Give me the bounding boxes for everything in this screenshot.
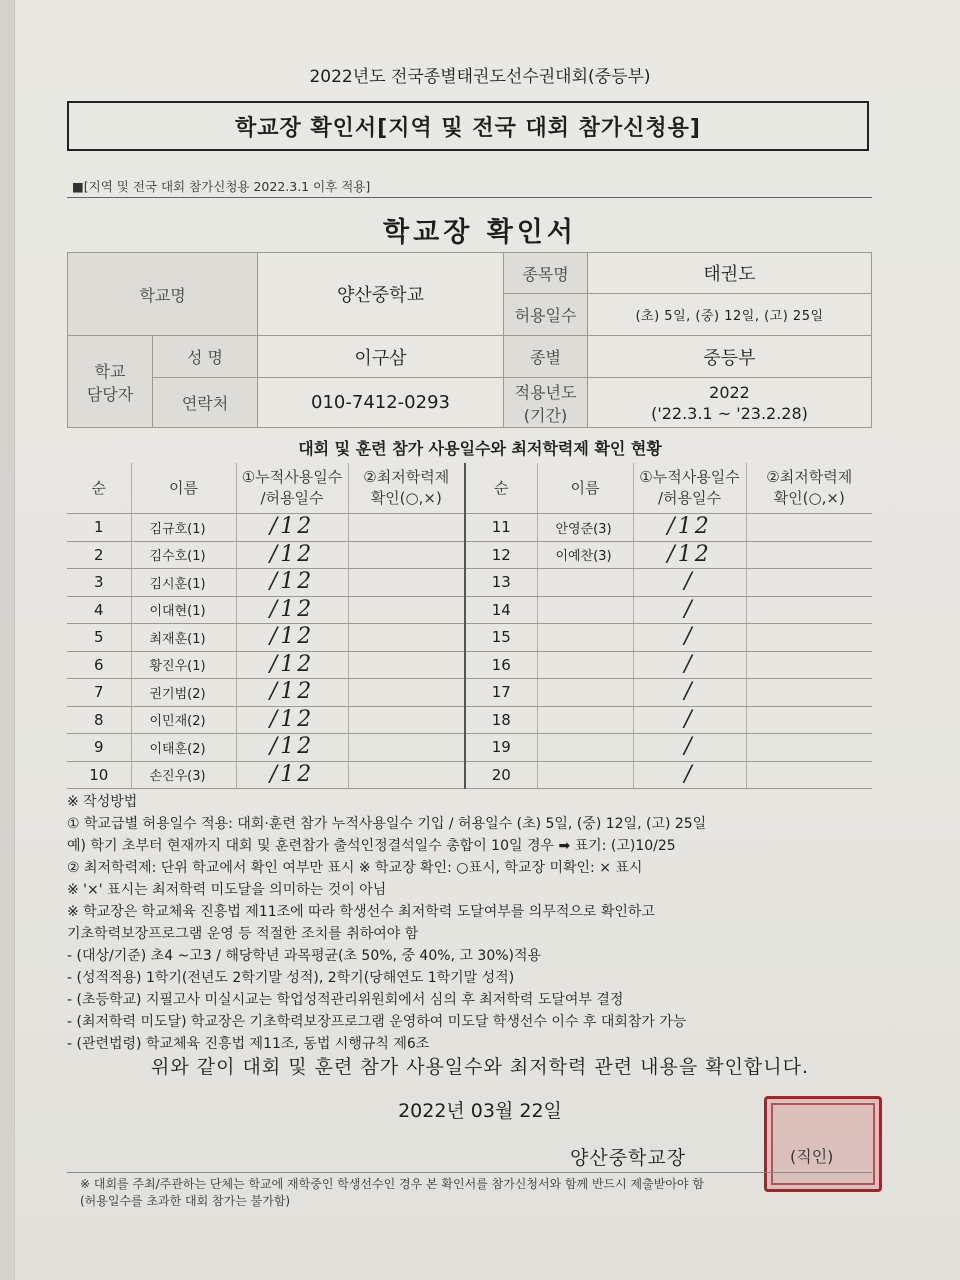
- header-days-line1: ①누적사용일수: [241, 468, 343, 486]
- table-row: [67, 569, 872, 597]
- header-no-right: 순: [465, 463, 537, 514]
- row-days: /: [633, 761, 746, 789]
- instruction-line: ※ 작성방법: [67, 794, 138, 810]
- row-name: [537, 706, 633, 734]
- days-value: (초) 5일, (중) 12일, (고) 25일: [588, 294, 872, 336]
- row-days: /: [633, 706, 746, 734]
- row-name: 안영준(3): [537, 514, 633, 542]
- header-check-line2: 확인(○,×): [773, 489, 845, 507]
- instruction-line: - (대상/기준) 초4 ~고3 / 해당학년 과목평균(초 50%, 중 40%, 고 30%)적용: [67, 948, 542, 964]
- instruction-line: ② 최저학력제: 단위 학교에서 확인 여부만 표시 ※ 학교장 확인: ○표시, 학교장 미확인: × 표시: [67, 860, 643, 876]
- header-name-left: 이름: [131, 463, 236, 514]
- table-row: [67, 761, 872, 789]
- document-header: 2022년도 전국종별태권도선수권대회(중등부): [309, 67, 651, 87]
- row-no: 11: [465, 514, 537, 542]
- row-check: [348, 679, 465, 707]
- row-days: /12: [236, 734, 348, 762]
- row-no: 10: [67, 761, 131, 789]
- info-table: [67, 252, 872, 428]
- table-header-row: [67, 463, 872, 514]
- row-no: 17: [465, 679, 537, 707]
- row-check: [746, 761, 872, 789]
- row-days: /: [633, 651, 746, 679]
- row-check: [746, 624, 872, 652]
- row-no: 20: [465, 761, 537, 789]
- row-no: 1: [67, 514, 131, 542]
- row-check: [348, 596, 465, 624]
- row-name: 손진우(3): [131, 761, 236, 789]
- main-title: 학교장 확인서: [383, 217, 577, 248]
- header-check-line2: 확인(○,×): [370, 489, 442, 507]
- header-days-right: [633, 463, 746, 514]
- row-no: 6: [67, 651, 131, 679]
- row-check: [746, 734, 872, 762]
- row-name: 김시훈(1): [131, 569, 236, 597]
- application-note: ■[지역 및 전국 대회 참가신청용 2022.3.1 이후 적용]: [72, 179, 371, 194]
- principal-name: 양산중학교장: [570, 1147, 687, 1169]
- contact-value: 010-7412-0293: [258, 378, 504, 428]
- manager-label-line1: 학교: [94, 361, 126, 381]
- row-no: 15: [465, 624, 537, 652]
- footnote: [80, 1176, 880, 1210]
- name-label: 성 명: [153, 336, 258, 378]
- row-days: /12: [236, 514, 348, 542]
- row-days: /12: [633, 514, 746, 542]
- row-name: [537, 679, 633, 707]
- days-label: 허용일수: [504, 294, 588, 336]
- year-value: 2022: [709, 382, 750, 402]
- row-name: 김규호(1): [131, 514, 236, 542]
- row-days: /12: [236, 624, 348, 652]
- row-days: /: [633, 569, 746, 597]
- row-no: 16: [465, 651, 537, 679]
- row-days: /: [633, 679, 746, 707]
- row-check: [746, 651, 872, 679]
- footnote-line2: (허용일수를 초과한 대회 참가는 불가함): [80, 1194, 291, 1208]
- row-no: 5: [67, 624, 131, 652]
- row-name: [537, 596, 633, 624]
- seal-label: (직인): [790, 1147, 834, 1166]
- row-check: [746, 596, 872, 624]
- row-no: 4: [67, 596, 131, 624]
- table-row: [67, 706, 872, 734]
- row-name: 김수호(1): [131, 541, 236, 569]
- row-check: [348, 624, 465, 652]
- row-check: [746, 514, 872, 542]
- row-days: /12: [236, 706, 348, 734]
- header-check-right: [746, 463, 872, 514]
- row-days: /12: [236, 569, 348, 597]
- row-days: /12: [236, 541, 348, 569]
- instruction-line: 기초학력보장프로그램 운영 등 적절한 조치를 취하여야 함: [67, 926, 419, 942]
- header-check-left: [348, 463, 465, 514]
- row-no: 13: [465, 569, 537, 597]
- row-days: /12: [236, 761, 348, 789]
- row-name: [537, 651, 633, 679]
- header-name-right: 이름: [537, 463, 633, 514]
- event-value: 태권도: [588, 253, 872, 294]
- header-check-line1: ②최저학력제: [363, 468, 450, 486]
- footnote-line1: ※ 대회를 주최/주관하는 단체는 학교에 재학중인 학생선수인 경우 본 확인서를 참가신청서와 함께 반드시 제출받아야 함: [80, 1177, 704, 1191]
- instruction-line: ① 학교급별 허용일수 적용: 대회·훈련 참가 누적사용일수 기입 / 허용일수 (초) 5일, (중) 12일, (고) 25일: [67, 816, 707, 832]
- table-row: [67, 651, 872, 679]
- row-no: 18: [465, 706, 537, 734]
- row-check: [348, 706, 465, 734]
- divider-bottom: [67, 1172, 872, 1173]
- instruction-line: - (성적적용) 1학기(전년도 2학기말 성적), 2학기(당해연도 1학기말 성적): [67, 970, 515, 986]
- header-days-left: [236, 463, 348, 514]
- table-row: [67, 514, 872, 542]
- row-no: 7: [67, 679, 131, 707]
- table-row: [67, 596, 872, 624]
- row-name: 이예찬(3): [537, 541, 633, 569]
- row-days: /: [633, 624, 746, 652]
- header-days-line2: /허용일수: [657, 489, 721, 507]
- row-days: /: [633, 734, 746, 762]
- header-no-left: 순: [67, 463, 131, 514]
- year-label: [504, 378, 588, 428]
- page-edge: [0, 0, 15, 1280]
- row-days: /12: [236, 596, 348, 624]
- year-value-cell: [588, 378, 872, 428]
- row-name: 이민재(2): [131, 706, 236, 734]
- division-value: 중등부: [588, 336, 872, 378]
- event-label: 종목명: [504, 253, 588, 294]
- row-name: 최재훈(1): [131, 624, 236, 652]
- row-check: [348, 651, 465, 679]
- form-title: 학교장 확인서[지역 및 전국 대회 참가신청용]: [235, 115, 701, 141]
- row-name: 이태훈(2): [131, 734, 236, 762]
- section-title: 대회 및 훈련 참가 사용일수와 최저학력제 확인 현황: [298, 439, 662, 458]
- row-check: [746, 679, 872, 707]
- row-no: 12: [465, 541, 537, 569]
- period-value: ('22.3.1 ~ '23.2.28): [651, 403, 808, 423]
- row-name: 이대현(1): [131, 596, 236, 624]
- row-no: 19: [465, 734, 537, 762]
- table-row: [67, 624, 872, 652]
- row-name: [537, 734, 633, 762]
- row-days: /12: [633, 541, 746, 569]
- row-name: [537, 624, 633, 652]
- row-name: 황진우(1): [131, 651, 236, 679]
- header-days-line2: /허용일수: [260, 489, 324, 507]
- year-label-line1: 적용년도: [514, 382, 577, 402]
- row-days: /12: [236, 651, 348, 679]
- row-check: [746, 569, 872, 597]
- contact-label: 연락처: [153, 378, 258, 428]
- row-no: 2: [67, 541, 131, 569]
- header-days-line1: ①누적사용일수: [639, 468, 740, 486]
- row-check: [746, 541, 872, 569]
- instruction-line: - (초등학교) 지필고사 미실시교는 학업성적관리위원회에서 심의 후 최저학력 도달여부 결정: [67, 992, 624, 1008]
- row-name: [537, 569, 633, 597]
- instructions: [67, 791, 887, 1055]
- row-name: [537, 761, 633, 789]
- confirmation-text: 위와 같이 대회 및 훈련 참가 사용일수와 최저학력 관련 내용을 확인합니다.: [150, 1056, 810, 1078]
- row-no: 14: [465, 596, 537, 624]
- participant-table: [67, 463, 872, 789]
- row-name: 권기범(2): [131, 679, 236, 707]
- row-no: 9: [67, 734, 131, 762]
- row-check: [348, 569, 465, 597]
- name-value: 이구삼: [258, 336, 504, 378]
- row-no: 8: [67, 706, 131, 734]
- instruction-line: ※ '×' 표시는 최저학력 미도달을 의미하는 것이 아님: [67, 882, 387, 898]
- division-label: 종별: [504, 336, 588, 378]
- instruction-line: 예) 학기 초부터 현재까지 대회 및 훈련참가 출석인정결석일수 총합이 10일 경우 ➡ 표기: (고)10/25: [67, 838, 676, 854]
- instruction-line: - (관련법령) 학교체육 진흥법 제11조, 동법 시행규칙 제6조: [67, 1036, 430, 1052]
- row-check: [348, 514, 465, 542]
- row-no: 3: [67, 569, 131, 597]
- table-row: [67, 541, 872, 569]
- manager-label-line2: 담당자: [86, 384, 134, 404]
- row-check: [348, 734, 465, 762]
- row-days: /: [633, 596, 746, 624]
- row-check: [746, 706, 872, 734]
- table-row: [67, 679, 872, 707]
- row-days: /12: [236, 679, 348, 707]
- manager-label: [68, 336, 153, 428]
- divider-top: [67, 197, 872, 198]
- row-check: [348, 761, 465, 789]
- issue-date: 2022년 03월 22일: [398, 1100, 562, 1122]
- year-label-line2: (기간): [523, 405, 568, 425]
- instruction-line: ※ 학교장은 학교체육 진흥법 제11조에 따라 학생선수 최저학력 도달여부를 의무적으로 확인하고: [67, 904, 655, 920]
- row-check: [348, 541, 465, 569]
- school-label: 학교명: [68, 253, 258, 336]
- table-row: [67, 734, 872, 762]
- instruction-line: - (최저학력 미도달) 학교장은 기초학력보장프로그램 운영하여 미도달 학생선수 이수 후 대회참가 가능: [67, 1014, 687, 1030]
- form-title-box: [67, 101, 869, 151]
- header-check-line1: ②최저학력제: [766, 468, 853, 486]
- school-value: 양산중학교: [258, 253, 504, 336]
